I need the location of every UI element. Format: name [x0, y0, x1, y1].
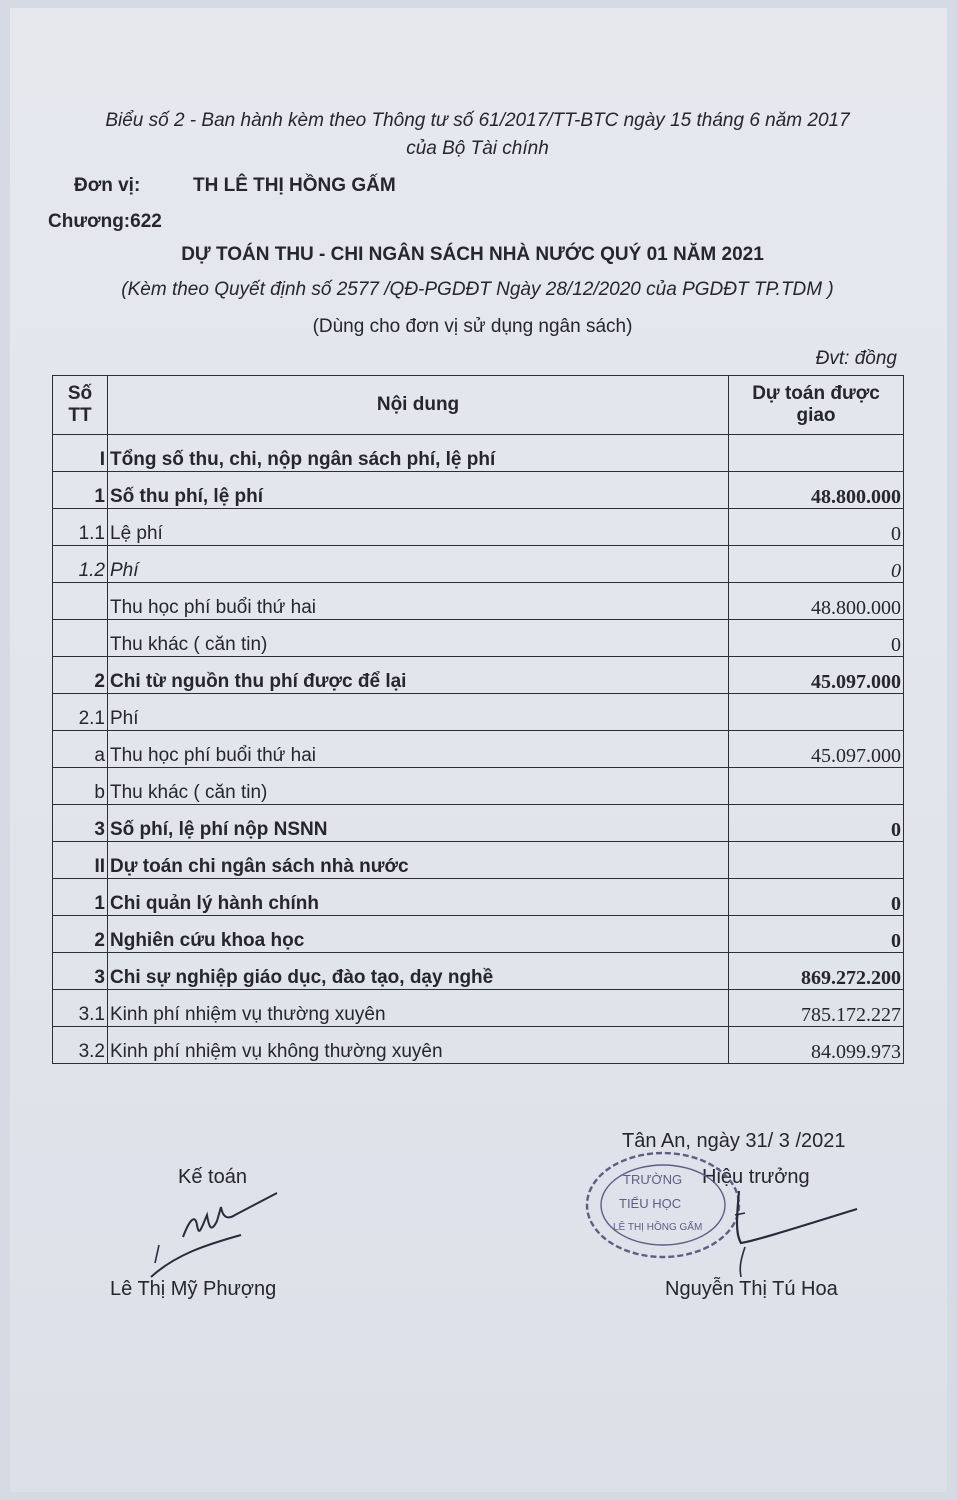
row-content: Tổng số thu, chi, nộp ngân sách phí, lệ phí [108, 435, 729, 472]
regulation-reference: Biểu số 2 - Ban hành kèm theo Thông tư số 61/2017/TT-BTC ngày 15 tháng 6 năm 2017 [105, 110, 850, 131]
table-row [53, 620, 904, 657]
document-subtitle: (Kèm theo Quyết định số 2577 /QĐ-PGDĐT Ngày 28/12/2020 của PGDĐT TP.TDM ) [121, 279, 834, 300]
svg-text:LÊ THỊ HỒNG GẤM: LÊ THỊ HỒNG GẤM [613, 1222, 703, 1233]
row-content: Thu học phí buổi thứ hai [108, 583, 729, 620]
table-row [53, 1027, 904, 1064]
row-number: 3.2 [53, 1027, 108, 1064]
row-number [53, 620, 108, 657]
svg-text:TIỂU HỌC: TIỂU HỌC [619, 1196, 682, 1211]
accountant-name: Lê Thị Mỹ Phượng [110, 1278, 277, 1300]
table-row [53, 731, 904, 768]
document-title: DỰ TOÁN THU - CHI NGÂN SÁCH NHÀ NƯỚC QUÝ 01 NĂM 2021 [181, 244, 764, 265]
place-date: Tân An, ngày 31/ 3 /2021 [622, 1130, 846, 1152]
row-content: Chi từ nguồn thu phí được để lại [108, 657, 729, 694]
row-content: Thu học phí buổi thứ hai [108, 731, 729, 768]
row-number: I [53, 435, 108, 472]
row-amount [729, 435, 904, 472]
unit-label: Đơn vị: [74, 175, 141, 196]
table-row [53, 842, 904, 879]
row-content: Chi sự nghiệp giáo dục, đào tạo, dạy nghề [108, 953, 729, 990]
unit-name: TH LÊ THỊ HỒNG GẤM [193, 175, 396, 196]
table-row [53, 990, 904, 1027]
accountant-title: Kế toán [178, 1166, 247, 1188]
table-body [53, 435, 904, 1064]
table-row [53, 435, 904, 472]
row-content: Lệ phí [108, 509, 729, 546]
row-amount: 48.800.000 [729, 583, 904, 620]
principal-name: Nguyễn Thị Tú Hoa [665, 1278, 838, 1300]
row-amount: 0 [729, 620, 904, 657]
row-amount: 0 [729, 879, 904, 916]
table-header-row [53, 376, 904, 435]
row-amount [729, 768, 904, 805]
row-number: 1 [53, 879, 108, 916]
row-content: Thu khác ( căn tin) [108, 768, 729, 805]
accountant-signature [145, 1185, 285, 1285]
row-amount: 869.272.200 [729, 953, 904, 990]
table-row [53, 805, 904, 842]
row-amount: 785.172.227 [729, 990, 904, 1027]
row-amount [729, 694, 904, 731]
row-number: II [53, 842, 108, 879]
svg-text:TRƯỜNG: TRƯỜNG [623, 1172, 683, 1187]
row-number: 2 [53, 916, 108, 953]
table-row [53, 694, 904, 731]
table-row [53, 879, 904, 916]
currency-unit: Đvt: đồng [815, 348, 897, 369]
row-amount: 45.097.000 [729, 657, 904, 694]
row-content: Phí [108, 546, 729, 583]
row-amount: 0 [729, 546, 904, 583]
row-amount: 45.097.000 [729, 731, 904, 768]
usage-note: (Dùng cho đơn vị sử dụng ngân sách) [312, 316, 633, 337]
row-content: Chi quản lý hành chính [108, 879, 729, 916]
regulation-issuer: của Bộ Tài chính [406, 138, 549, 159]
row-content: Phí [108, 694, 729, 731]
row-number: 3.1 [53, 990, 108, 1027]
table-row [53, 546, 904, 583]
row-amount: 0 [729, 509, 904, 546]
table-row [53, 583, 904, 620]
row-amount: 48.800.000 [729, 472, 904, 509]
row-content: Số phí, lệ phí nộp NSNN [108, 805, 729, 842]
table-row [53, 768, 904, 805]
column-header-content: Nội dung [108, 376, 729, 435]
row-number: 1.1 [53, 509, 108, 546]
row-content: Số thu phí, lệ phí [108, 472, 729, 509]
principal-signature [715, 1185, 865, 1280]
row-number: a [53, 731, 108, 768]
principal-title: Hiệu trưởng [702, 1166, 810, 1188]
row-amount: 0 [729, 916, 904, 953]
row-number: b [53, 768, 108, 805]
row-content: Kinh phí nhiệm vụ không thường xuyên [108, 1027, 729, 1064]
table-row [53, 916, 904, 953]
row-number: 2.1 [53, 694, 108, 731]
column-header-no: Số TT [53, 376, 108, 435]
row-content: Dự toán chi ngân sách nhà nước [108, 842, 729, 879]
row-amount: 0 [729, 805, 904, 842]
row-content: Thu khác ( căn tin) [108, 620, 729, 657]
table-row [53, 509, 904, 546]
chapter-code: Chương:622 [48, 211, 162, 232]
table-row [53, 657, 904, 694]
row-number: 2 [53, 657, 108, 694]
row-number: 1.2 [53, 546, 108, 583]
budget-table [52, 375, 904, 1064]
table-row [53, 953, 904, 990]
table-row [53, 472, 904, 509]
row-number [53, 583, 108, 620]
column-header-amount: Dự toán được giao [729, 376, 904, 435]
row-number: 3 [53, 805, 108, 842]
row-content: Kinh phí nhiệm vụ thường xuyên [108, 990, 729, 1027]
row-content: Nghiên cứu khoa học [108, 916, 729, 953]
row-number: 3 [53, 953, 108, 990]
row-number: 1 [53, 472, 108, 509]
row-amount: 84.099.973 [729, 1027, 904, 1064]
row-amount [729, 842, 904, 879]
